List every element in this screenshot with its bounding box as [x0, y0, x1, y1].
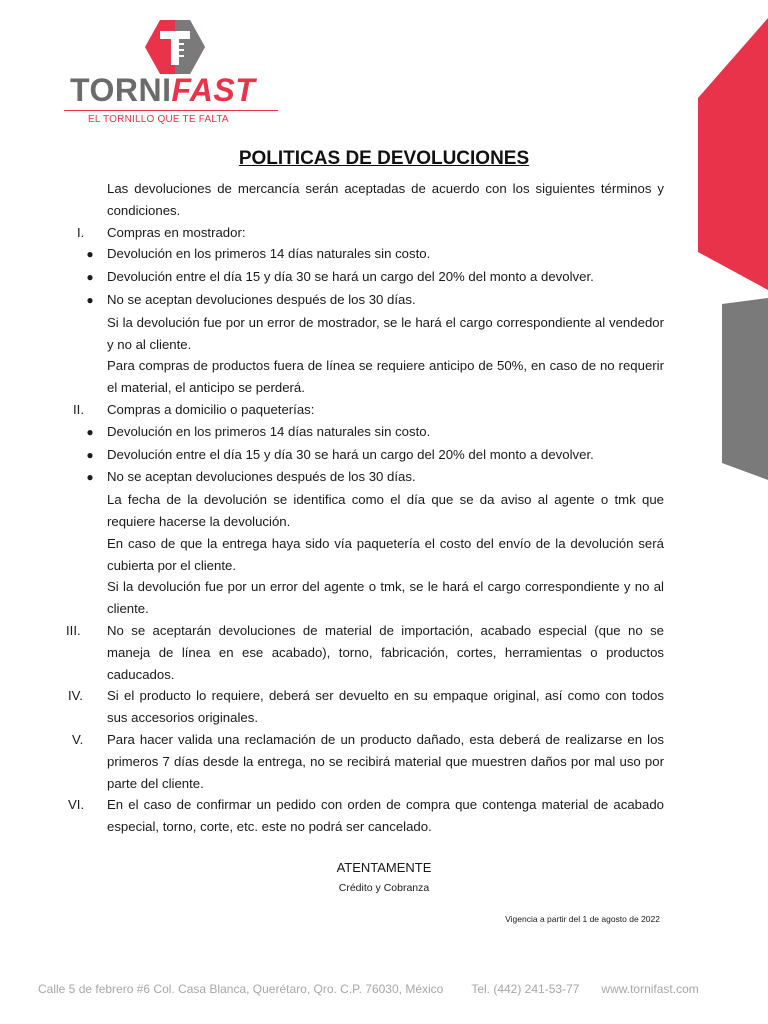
section-vi: VI. En el caso de confirmar un pedido con orden de compra que contenga material de acabado especial, torno, corte, etc. este no podrá ser cancelado. — [60, 794, 664, 838]
signoff-closing: ATENTAMENTE — [336, 860, 432, 875]
footer-phone: Tel. (442) 241-53-77 — [471, 982, 580, 996]
list-item: ● No se aceptan devoluciones después de los 30 días. — [60, 466, 664, 489]
bullet-icon: ● — [86, 292, 94, 307]
intro-paragraph: Las devoluciones de mercancía serán aceptadas de acuerdo con los siguientes términos y condiciones. — [107, 181, 664, 218]
signoff-department: Crédito y Cobranza — [338, 882, 430, 894]
section-marker: V. — [72, 731, 84, 747]
bullet-icon: ● — [86, 270, 94, 285]
validity-note: Vigencia a partir del 1 de agosto de 2022 — [505, 914, 660, 924]
section-marker: II. — [73, 401, 84, 417]
section-ii-heading: II. Compras a domicilio o paqueterías: — [60, 399, 664, 421]
bullet-icon: ● — [86, 470, 94, 485]
footer-website-link[interactable]: www.tornifast.com — [601, 982, 699, 996]
list-item: ● No se aceptan devoluciones después de los 30 días. — [60, 289, 664, 312]
page-title: POLITICAS DE DEVOLUCIONES — [238, 148, 530, 169]
section-marker: VI. — [68, 797, 85, 813]
section-paragraph: En caso de que la entrega haya sido vía paquetería el costo del envío de la devolución será cubierta por el cliente. — [107, 535, 664, 573]
section-paragraph: La fecha de la devolución se identifica como el día que se da aviso al agente o tmk que requiere hacerse la devolución. — [107, 492, 664, 529]
brand-name: TORNIFAST — [70, 72, 256, 108]
side-decoration — [698, 0, 768, 480]
list-item: ● Devolución en los primeros 14 días naturales sin costo. — [60, 421, 664, 444]
footer-address: Calle 5 de febrero #6 Col. Casa Blanca, Querétaro, Qro. C.P. 76030, México — [38, 982, 444, 996]
section-iii: III. No se aceptarán devoluciones de material de importación, acabado especial (que no se maneja de línea en ese acabado), torno, fabricación, cortes, herramientas o productos caducados. — [60, 620, 664, 685]
section-marker: I. — [77, 224, 85, 240]
list-item: ● Devolución entre el día 15 y día 30 se hará un cargo del 20% del monto a devolver. — [60, 266, 664, 289]
brand-logo — [64, 18, 280, 128]
section-marker: IV. — [68, 688, 83, 704]
list-item: ● Devolución entre el día 15 y día 30 se hará un cargo del 20% del monto a devolver. — [60, 444, 664, 467]
bullet-icon: ● — [86, 247, 94, 262]
section-paragraph: Si la devolución fue por un error del agente o tmk, se le hará el cargo correspondiente y no al cliente. — [107, 579, 664, 617]
list-item: ● Devolución en los primeros 14 días naturales sin costo. — [60, 243, 664, 266]
hexagon-t-logo-icon — [144, 18, 206, 76]
bullet-icon: ● — [86, 447, 94, 462]
brand-underline — [64, 110, 278, 111]
page-footer — [38, 982, 699, 996]
section-v: V. Para hacer valida una reclamación de un producto dañado, esta deberá de realizarse en los primeros 7 días desde la entrega, no se recibirá material que muestren daños por mal uso por parte del cliente. — [60, 729, 664, 794]
section-iv: IV. Si el producto lo requiere, deberá ser devuelto en su empaque original, así como con todos sus accesorios originales. — [60, 685, 664, 729]
section-marker: III. — [66, 622, 81, 638]
policy-body — [60, 178, 664, 838]
bullet-icon: ● — [86, 424, 94, 439]
brand-tagline: EL TORNILLO QUE TE FALTA — [88, 114, 229, 125]
section-i-heading: I. Compras en mostrador: — [60, 222, 664, 244]
section-paragraph: Si la devolución fue por un error de mostrador, se le hará el cargo correspondiente al vendedor y no al cliente. — [107, 314, 664, 352]
section-paragraph: Para compras de productos fuera de línea se requiere anticipo de 50%, en caso de no requerir el material, el anticipo se perderá. — [107, 358, 664, 396]
